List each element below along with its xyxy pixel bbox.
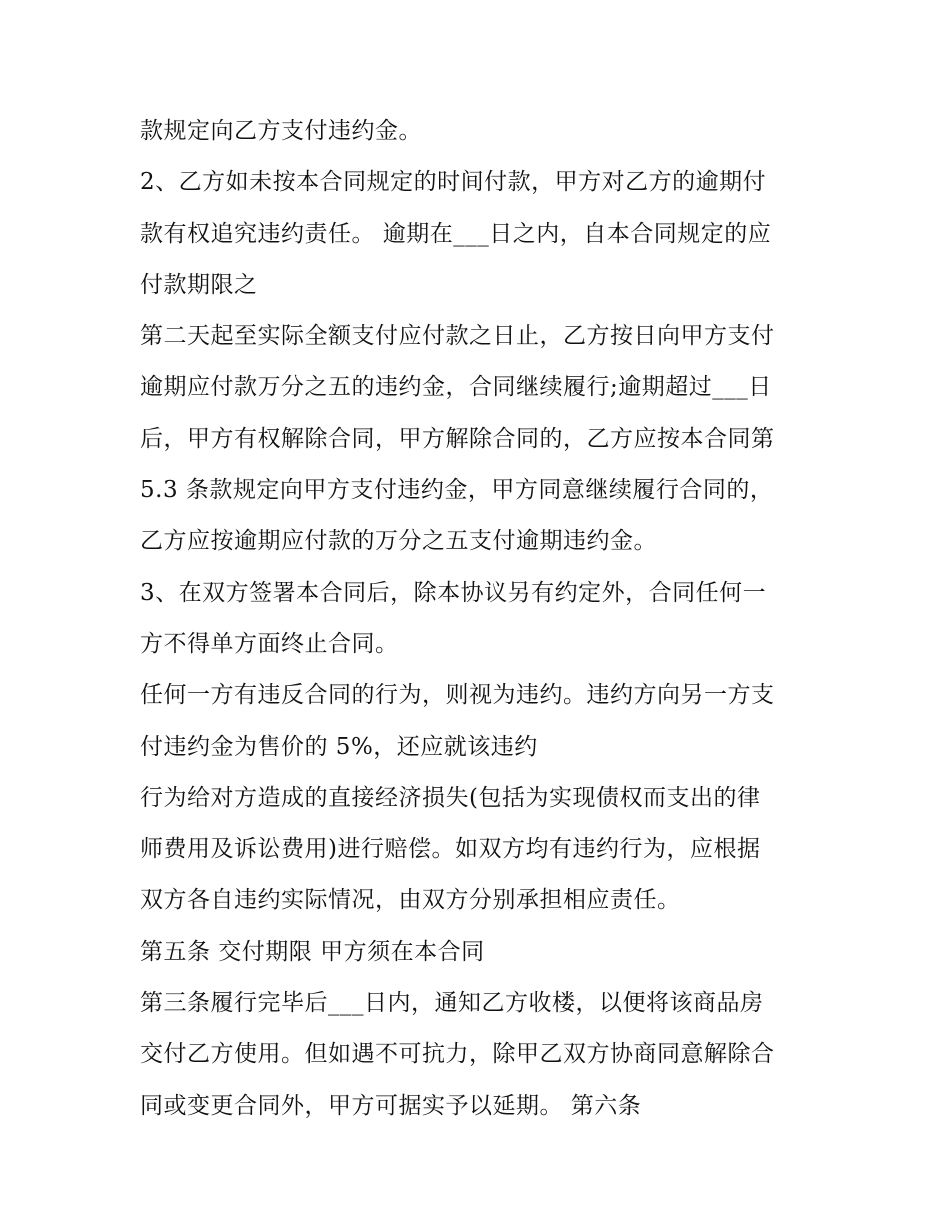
text-line: 5.3 条款规定向甲方支付违约金，甲方同意继续履行合同的，: [140, 477, 774, 504]
text-line: 乙方应按逾期应付款的万分之五支付逾期违约金。: [140, 528, 657, 555]
text-line: 2、乙方如未按本合同规定的时间付款，甲方对乙方的逾期付: [140, 169, 767, 196]
contract-text: [140, 106, 830, 1132]
text-line: 款有权追究违约责任。 逾期在___日之内，自本合同规定的应: [140, 220, 772, 247]
text-line: 第三条履行完毕后___日内，通知乙方收楼，以便将该商品房: [140, 990, 764, 1017]
text-line: 师费用及诉讼费用)进行赔偿。如双方均有违约行为，应根据: [140, 836, 761, 863]
text-line: 同或变更合同外，甲方可据实予以延期。 第六条: [140, 1092, 642, 1119]
text-line: 行为给对方造成的直接经济损失(包括为实现债权而支出的律: [140, 784, 761, 811]
text-line: 3、在双方签署本合同后，除本协议另有约定外，合同任何一: [140, 579, 767, 606]
text-line: 方不得单方面终止合同。: [140, 630, 399, 657]
text-line: 双方各自违约实际情况，由双方分别承担相应责任。: [140, 887, 681, 914]
text-line: 款规定向乙方支付违约金。: [140, 118, 422, 144]
text-line: 交付乙方使用。但如遇不可抗力，除甲乙双方协商同意解除合: [140, 1041, 775, 1068]
text-line: 第二天起至实际全额支付应付款之日止，乙方按日向甲方支付: [140, 323, 775, 350]
text-line: 逾期应付款万分之五的违约金，合同继续履行;逾期超过___日: [140, 374, 772, 401]
text-line: 付违约金为售价的 5%，还应就该违约: [140, 733, 538, 760]
text-line: 付款期限之: [140, 271, 258, 298]
text-line: 后，甲方有权解除合同，甲方解除合同的，乙方应按本合同第: [140, 425, 775, 452]
text-line: 第五条 交付期限 甲方须在本合同: [140, 938, 485, 965]
text-line: 任何一方有违反合同的行为，则视为违约。违约方向另一方支: [140, 682, 775, 709]
